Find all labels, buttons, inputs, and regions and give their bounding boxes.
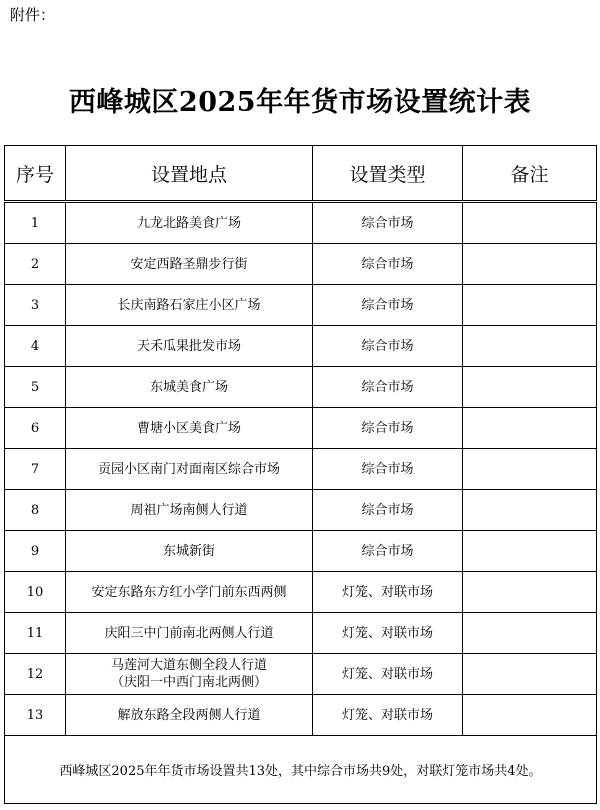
summary-text: 西峰城区2025年年货市场设置共13处，其中综合市场共9处，对联灯笼市场共4处。 [5,736,597,804]
header-location: 设置地点 [66,146,313,202]
cell-location: 九龙北路美食广场 [66,202,313,244]
table-row [5,449,597,490]
table-row [5,531,597,572]
table-row [5,244,597,285]
cell-serial-number: 12 [5,654,66,695]
cell-type: 综合市场 [313,202,463,244]
table-body [5,202,597,736]
cell-type: 灯笼、对联市场 [313,613,463,654]
table-row [5,285,597,326]
cell-remarks [463,654,597,695]
cell-type: 综合市场 [313,326,463,367]
cell-location: 东城新街 [66,531,313,572]
cell-location-line2: （庆阳一中西门南北两侧） [110,675,267,690]
cell-location-line1: 马莲河大道东侧全段人行道 [110,658,267,673]
cell-location: 庆阳三中门前南北两侧人行道 [66,613,313,654]
cell-serial-number: 4 [5,326,66,367]
header-remarks: 备注 [463,146,597,202]
cell-serial-number: 8 [5,490,66,531]
cell-remarks [463,285,597,326]
table-row [5,572,597,613]
cell-location: 天禾瓜果批发市场 [66,326,313,367]
cell-type: 灯笼、对联市场 [313,695,463,736]
cell-location [66,654,313,695]
cell-location: 曹塘小区美食广场 [66,408,313,449]
cell-remarks [463,695,597,736]
cell-serial-number: 10 [5,572,66,613]
table-header-row [5,146,597,202]
cell-remarks [463,202,597,244]
table-row [5,695,597,736]
cell-remarks [463,490,597,531]
cell-remarks [463,408,597,449]
cell-serial-number: 13 [5,695,66,736]
cell-remarks [463,367,597,408]
cell-remarks [463,449,597,490]
table-row [5,654,597,695]
cell-type: 综合市场 [313,531,463,572]
cell-location: 安定西路圣鼎步行街 [66,244,313,285]
summary-row [5,736,597,804]
cell-serial-number: 11 [5,613,66,654]
cell-type: 综合市场 [313,408,463,449]
cell-location: 东城美食广场 [66,367,313,408]
table-row [5,613,597,654]
cell-remarks [463,244,597,285]
cell-type: 综合市场 [313,367,463,408]
cell-type: 综合市场 [313,490,463,531]
cell-serial-number: 1 [5,202,66,244]
page-title: 西峰城区2025年年货市场设置统计表 [68,87,532,118]
header-type: 设置类型 [313,146,463,202]
statistics-table [4,145,597,804]
table-row [5,490,597,531]
cell-serial-number: 9 [5,531,66,572]
table-row [5,408,597,449]
cell-remarks [463,613,597,654]
cell-location: 解放东路全段两侧人行道 [66,695,313,736]
attachment-label: 附件： [10,6,56,24]
cell-remarks [463,531,597,572]
cell-type: 综合市场 [313,244,463,285]
cell-serial-number: 7 [5,449,66,490]
cell-location: 安定东路东方红小学门前东西两侧 [66,572,313,613]
cell-location: 贡园小区南门对面南区综合市场 [66,449,313,490]
cell-remarks [463,572,597,613]
cell-type: 灯笼、对联市场 [313,572,463,613]
cell-type: 灯笼、对联市场 [313,654,463,695]
cell-location: 周祖广场南侧人行道 [66,490,313,531]
cell-serial-number: 2 [5,244,66,285]
header-serial-number: 序号 [5,146,66,202]
cell-serial-number: 6 [5,408,66,449]
cell-location: 长庆南路石家庄小区广场 [66,285,313,326]
table-row [5,202,597,244]
table-row [5,367,597,408]
table-row [5,326,597,367]
cell-type: 综合市场 [313,449,463,490]
cell-serial-number: 5 [5,367,66,408]
cell-serial-number: 3 [5,285,66,326]
cell-type: 综合市场 [313,285,463,326]
cell-remarks [463,326,597,367]
